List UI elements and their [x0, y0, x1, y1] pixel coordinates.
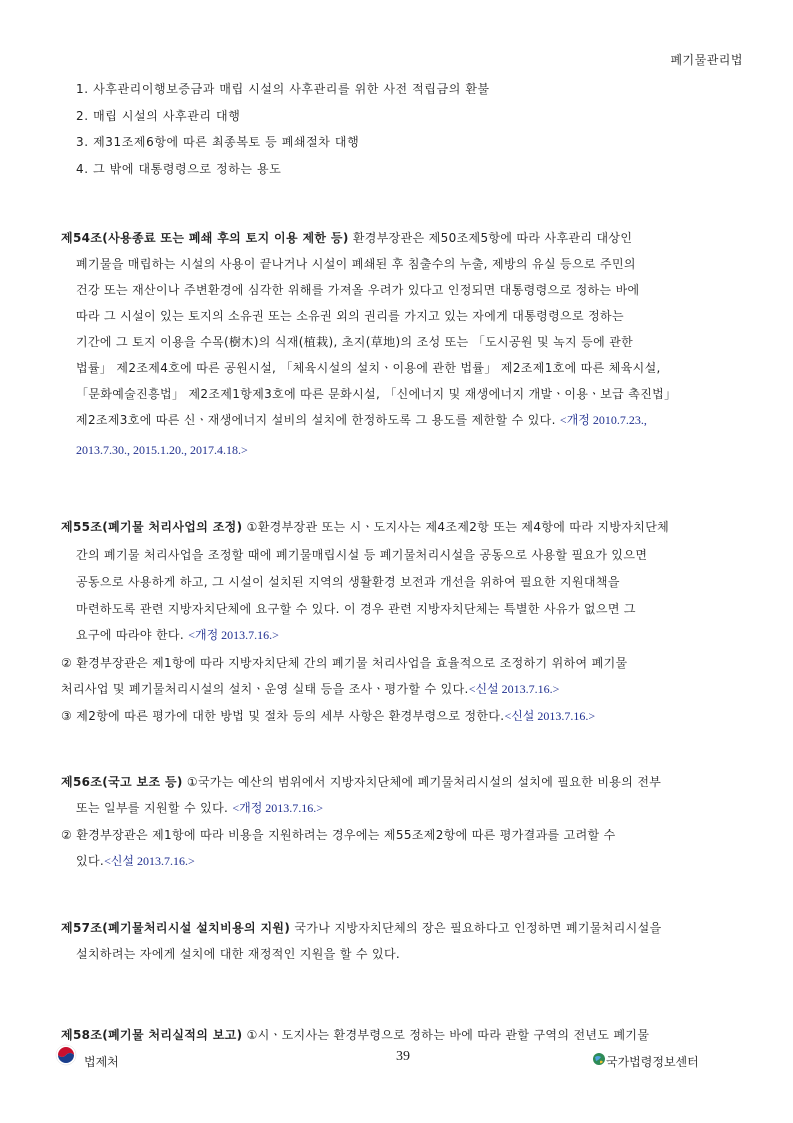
page-number: 39	[396, 1049, 410, 1064]
article-54-line: 건강 또는 재산이나 주변환경에 심각한 위해를 가져올 우려가 있다고 인정되면 대통령령으로 정하는 바에	[76, 283, 640, 297]
amendment-note: <신설 2013.7.16.>	[104, 854, 195, 868]
article-54-line	[76, 411, 647, 428]
list-item: 2. 매립 시설의 사후관리 대행	[76, 109, 241, 123]
article-54-line: 「문화예술진흥법」 제2조제1항제3호에 따른 문화시설, 「신에너지 및 재생에너지 개발ㆍ이용ㆍ보급 촉진법」	[76, 387, 677, 401]
article-56-paragraph-2: ② 환경부장관은 제1항에 따라 비용을 지원하려는 경우에는 제55조제2항에 따른 평가결과를 고려할 수	[61, 828, 616, 842]
footer-center-label: 국가법령정보센터	[606, 1055, 699, 1069]
amendment-note: <신설 2013.7.16.>	[468, 682, 560, 696]
article-55-paragraph-2: ② 환경부장관은 제1항에 따라 지방자치단체 간의 폐기물 처리사업을 효율적으로 조정하기 위하여 폐기물	[61, 656, 628, 670]
article-56-paragraph-2	[76, 852, 195, 869]
article-55-line	[76, 626, 279, 643]
article-56-heading: 제56조(국고 보조 등)	[61, 775, 183, 789]
article-text: 또는 일부를 지원할 수 있다.	[76, 801, 233, 815]
globe-icon	[592, 1051, 606, 1065]
list-item: 3. 제31조제6항에 따른 최종복토 등 폐쇄절차 대행	[76, 135, 360, 149]
article-54-line: 법률」 제2조제4호에 따른 공원시설, 「체육시설의 설치ㆍ이용에 관한 법률」 제2조제1호에 따른 체육시설,	[76, 361, 661, 375]
amendment-note: <개정 2013.7.16.>	[188, 628, 279, 642]
list-item: 4. 그 밖에 대통령령으로 정하는 용도	[76, 162, 282, 176]
article-55-line: 공동으로 사용하게 하고, 그 시설이 설치된 지역의 생활환경 보전과 개선을 위하여 필요한 지원대책을	[76, 575, 620, 589]
article-58-line	[61, 1026, 649, 1043]
article-56-line	[61, 773, 661, 790]
amendment-note: <신설 2013.7.16.>	[504, 709, 596, 723]
article-57-heading: 제57조(폐기물처리시설 설치비용의 지원)	[61, 921, 291, 935]
article-text: ①환경부장관 또는 시ㆍ도지사는 제4조제2항 또는 제4항에 따라 지방자치단체	[242, 520, 670, 534]
article-54-line: 폐기물을 매립하는 시설의 사용이 끝나거나 시설이 폐쇄된 후 침출수의 누출, 제방의 유실 등으로 주민의	[76, 257, 636, 271]
article-text: 제2조제3호에 따른 신ㆍ재생에너지 설비의 설치에 한정하도록 그 용도를 제한할 수 있다.	[76, 413, 560, 427]
article-55-line	[61, 518, 669, 535]
government-emblem-icon	[55, 1044, 77, 1066]
article-55-paragraph-3	[61, 707, 595, 724]
article-57-line	[61, 919, 662, 936]
article-58-heading: 제58조(폐기물 처리실적의 보고)	[61, 1028, 243, 1042]
footer-agency-label: 법제처	[84, 1055, 119, 1069]
article-55-line: 마련하도록 관련 지방자치단체에 요구할 수 있다. 이 경우 관련 지방자치단체는 특별한 사유가 없으면 그	[76, 602, 636, 616]
article-54-line: 따라 그 시설이 있는 토지의 소유권 또는 소유권 외의 권리를 가지고 있는 자에게 대통령령으로 정하는	[76, 309, 624, 323]
amendment-note: <개정 2013.7.16.>	[232, 801, 324, 815]
article-54-heading: 제54조(사용종료 또는 폐쇄 후의 토지 이용 제한 등)	[61, 231, 349, 245]
article-54-line	[76, 443, 248, 458]
article-54-line: 기간에 그 토지 이용을 수목(樹木)의 식재(植栽), 초지(草地)의 조성 또는 「도시공원 및 녹지 등에 관한	[76, 335, 634, 349]
article-56-line	[76, 799, 323, 816]
document-title: 폐기물관리법	[670, 53, 743, 67]
amendment-note: 2013.7.30., 2015.1.20., 2017.4.18.>	[76, 443, 248, 457]
article-57-line: 설치하려는 자에게 설치에 대한 재정적인 지원을 할 수 있다.	[76, 947, 401, 961]
article-text: 처리사업 및 폐기물처리시설의 설치ㆍ운영 실태 등을 조사ㆍ평가할 수 있다.	[61, 682, 469, 696]
article-55-line: 간의 폐기물 처리사업을 조정할 때에 폐기물매립시설 등 폐기물처리시설을 공동으로 사용할 필요가 있으면	[76, 548, 648, 562]
article-text: 환경부장관은 제50조제5항에 따라 사후관리 대상인	[348, 231, 633, 245]
article-text: ①시ㆍ도지사는 환경부령으로 정하는 바에 따라 관할 구역의 전년도 폐기물	[242, 1028, 650, 1042]
article-55-heading: 제55조(폐기물 처리사업의 조정)	[61, 520, 243, 534]
article-text: ①국가는 예산의 범위에서 지방자치단체에 폐기물처리시설의 설치에 필요한 비용의 전부	[182, 775, 662, 789]
article-text: 요구에 따라야 한다.	[76, 628, 189, 642]
article-text: 국가나 지방자치단체의 장은 필요하다고 인정하면 폐기물처리시설을	[290, 921, 662, 935]
amendment-note: <개정 2010.7.23.,	[559, 413, 647, 427]
article-55-paragraph-2	[61, 680, 559, 697]
article-text: ③ 제2항에 따른 평가에 대한 방법 및 절차 등의 세부 사항은 환경부령으로 정한다.	[61, 709, 505, 723]
article-text: 있다.	[76, 854, 105, 868]
list-item: 1. 사후관리이행보증금과 매립 시설의 사후관리를 위한 사전 적립금의 환불	[76, 82, 490, 96]
article-54-line	[61, 229, 632, 246]
